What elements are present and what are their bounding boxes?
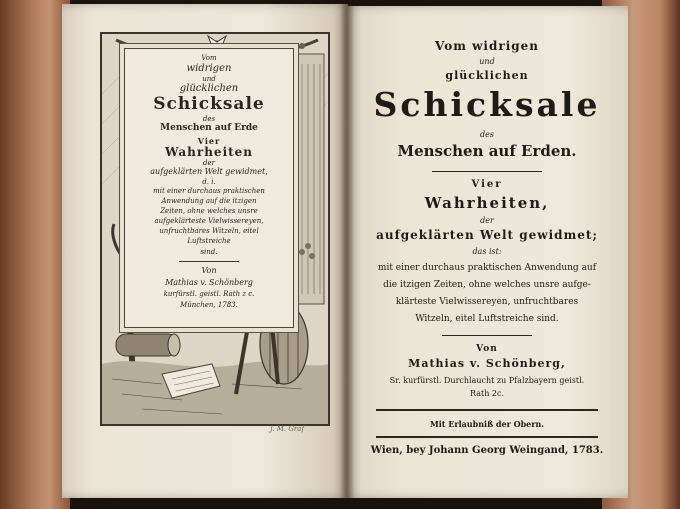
title-line: aufgeklärten Welt gewidmet; xyxy=(376,228,598,242)
plaque-line: der xyxy=(203,159,215,167)
plaque-line: und xyxy=(202,75,216,83)
body-line: die itzigen Zeiten, ohne welches unsre aufge- xyxy=(383,280,591,290)
author-title: Sr. kurfürstl. Durchlaucht zu Pfalzbayern geistl. xyxy=(389,376,585,385)
author-name: Mathias v. Schönberg, xyxy=(408,357,566,370)
body-line: Witzeln, eitel Luftstreiche sind. xyxy=(415,314,559,324)
title-line: Menschen auf Erden. xyxy=(397,142,577,160)
plaque-title: Schicksale xyxy=(153,94,265,114)
plaque-line: München, 1783. xyxy=(180,301,238,309)
title-rule xyxy=(432,171,542,172)
title-page xyxy=(346,0,628,509)
plaque-line: sind. xyxy=(200,248,218,256)
plaque-line: Von xyxy=(201,266,217,275)
plaque-line: Anwendung auf die itzigen xyxy=(161,197,257,205)
left-cover-board xyxy=(0,0,70,509)
plaque-line: kurfürstl. geistl. Rath z c. xyxy=(163,290,255,298)
body-line: klärteste Vielwissereyen, unfruchtbares xyxy=(395,297,579,307)
plaque-line: d. i. xyxy=(202,178,216,186)
frontispiece-plaque xyxy=(124,48,294,328)
plaque-line: des xyxy=(202,115,216,123)
main-title: Schicksale xyxy=(373,85,601,124)
plaque-line: aufgeklärten Welt gewidmet, xyxy=(150,167,268,176)
plaque-line: Vom xyxy=(201,54,217,62)
plaque-line: Mathias v. Schönberg xyxy=(165,278,253,287)
by-line: Von xyxy=(476,344,498,354)
plaque-line: Zeiten, ohne welches unsre xyxy=(160,207,258,215)
title-line: Wahrheiten, xyxy=(424,194,550,212)
permission-line: Mit Erlaubniß der Obern. xyxy=(429,419,545,429)
title-line: der xyxy=(480,216,494,225)
title-line: des xyxy=(480,130,494,139)
plaque-line: widrigen xyxy=(186,63,232,74)
title-line: und xyxy=(479,57,495,66)
plaque-line: Vier xyxy=(197,136,221,146)
plaque-rule xyxy=(179,261,239,262)
plaque-line: mit einer durchaus praktischen xyxy=(153,187,265,195)
title-rule xyxy=(442,335,532,336)
plaque-line: Wahrheiten xyxy=(164,145,254,159)
plaque-line: Luftstreiche xyxy=(187,237,231,245)
title-line: Vom widrigen xyxy=(435,39,539,53)
title-line: Vier xyxy=(471,179,503,190)
author-title: Rath 2c. xyxy=(470,389,504,398)
plaque-line: unfruchtbares Witzeln, eitel xyxy=(159,227,259,235)
plaque-line: glücklichen xyxy=(179,83,239,94)
title-rule-double xyxy=(376,409,598,411)
body-line: mit einer durchaus praktischen Anwendung auf xyxy=(377,263,597,273)
engraver-signature: J. M. Graf xyxy=(270,425,305,433)
imprint-line: Wien, bey Johann Georg Weingand, 1783. xyxy=(370,445,604,456)
title-line: glücklichen xyxy=(445,69,529,82)
plaque-line: aufgeklärteste Vielwissereyen, xyxy=(154,217,264,225)
plaque-line: Menschen auf Erde xyxy=(160,123,258,133)
title-rule-double xyxy=(376,436,598,438)
title-line: das ist: xyxy=(472,247,502,256)
